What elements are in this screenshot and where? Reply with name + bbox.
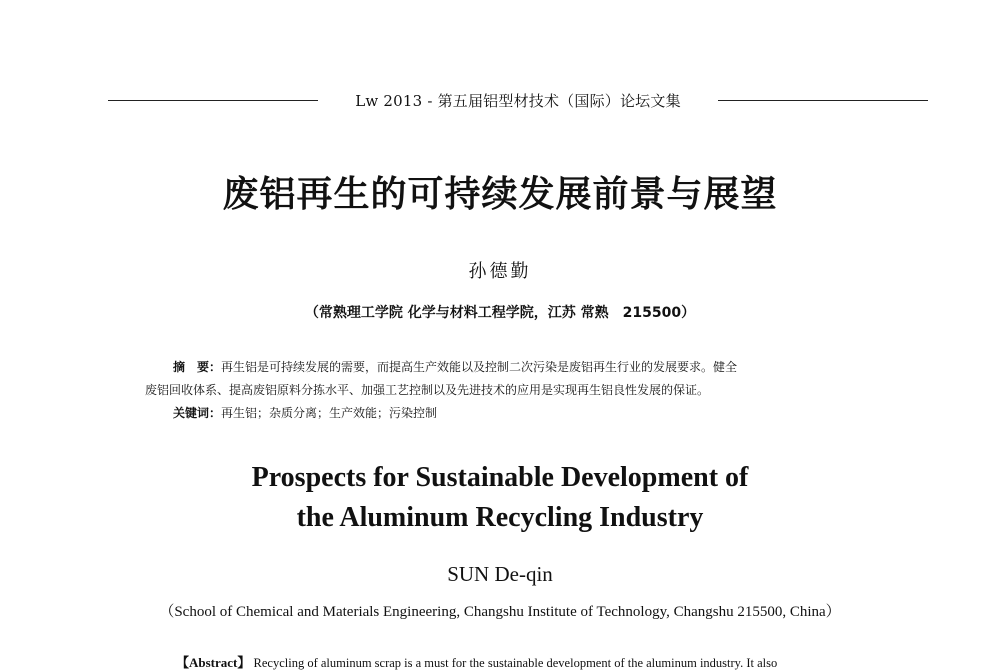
chinese-abstract-line-2: 废铝回收体系、提高废铝原料分拣水平、加强工艺控制以及先进技术的应用是实现再生铝良性发展的保证。 <box>145 383 710 397</box>
english-title-line-1: Prospects for Sustainable Development of <box>251 462 749 493</box>
running-title: Lw 2013 - 第五届铝型材技术（国际）论坛文集 <box>355 92 681 110</box>
chinese-abstract <box>145 356 905 425</box>
english-title-line-2: the Aluminum Recycling Industry <box>296 502 704 533</box>
english-abstract <box>176 652 936 671</box>
header-rule-right <box>718 100 928 101</box>
header-rule-left <box>108 100 318 101</box>
running-header <box>108 88 928 112</box>
abstract-text-1: 再生铝是可持续发展的需要，而提高生产效能以及控制二次污染是废铝再生行业的发展要求。健全 <box>221 360 738 374</box>
abstract-label: 摘 要： <box>173 360 222 374</box>
english-author: SUN De-qin <box>447 562 553 586</box>
keywords-label: 关键词： <box>173 406 222 420</box>
chinese-title: 废铝再生的可持续发展前景与展望 <box>222 174 778 215</box>
keywords-line <box>145 402 905 425</box>
english-abstract-text: Recycling of aluminum scrap is a must for the sustainable development of the aluminum industry. It also <box>253 656 778 670</box>
chinese-author: 孙德勤 <box>468 261 532 282</box>
english-abstract-label: 【Abstract】 <box>176 655 251 670</box>
english-title <box>0 458 1000 538</box>
chinese-abstract-line-1 <box>145 356 905 379</box>
keywords-text: 再生铝；杂质分离；生产效能；污染控制 <box>221 406 438 420</box>
english-affiliation: （School of Chemical and Materials Engineering, Changshu Institute of Technology, Changshu 215500, China） <box>159 604 841 620</box>
chinese-affiliation: （常熟理工学院 化学与材料工程学院，江苏 常熟 215500） <box>304 305 696 321</box>
